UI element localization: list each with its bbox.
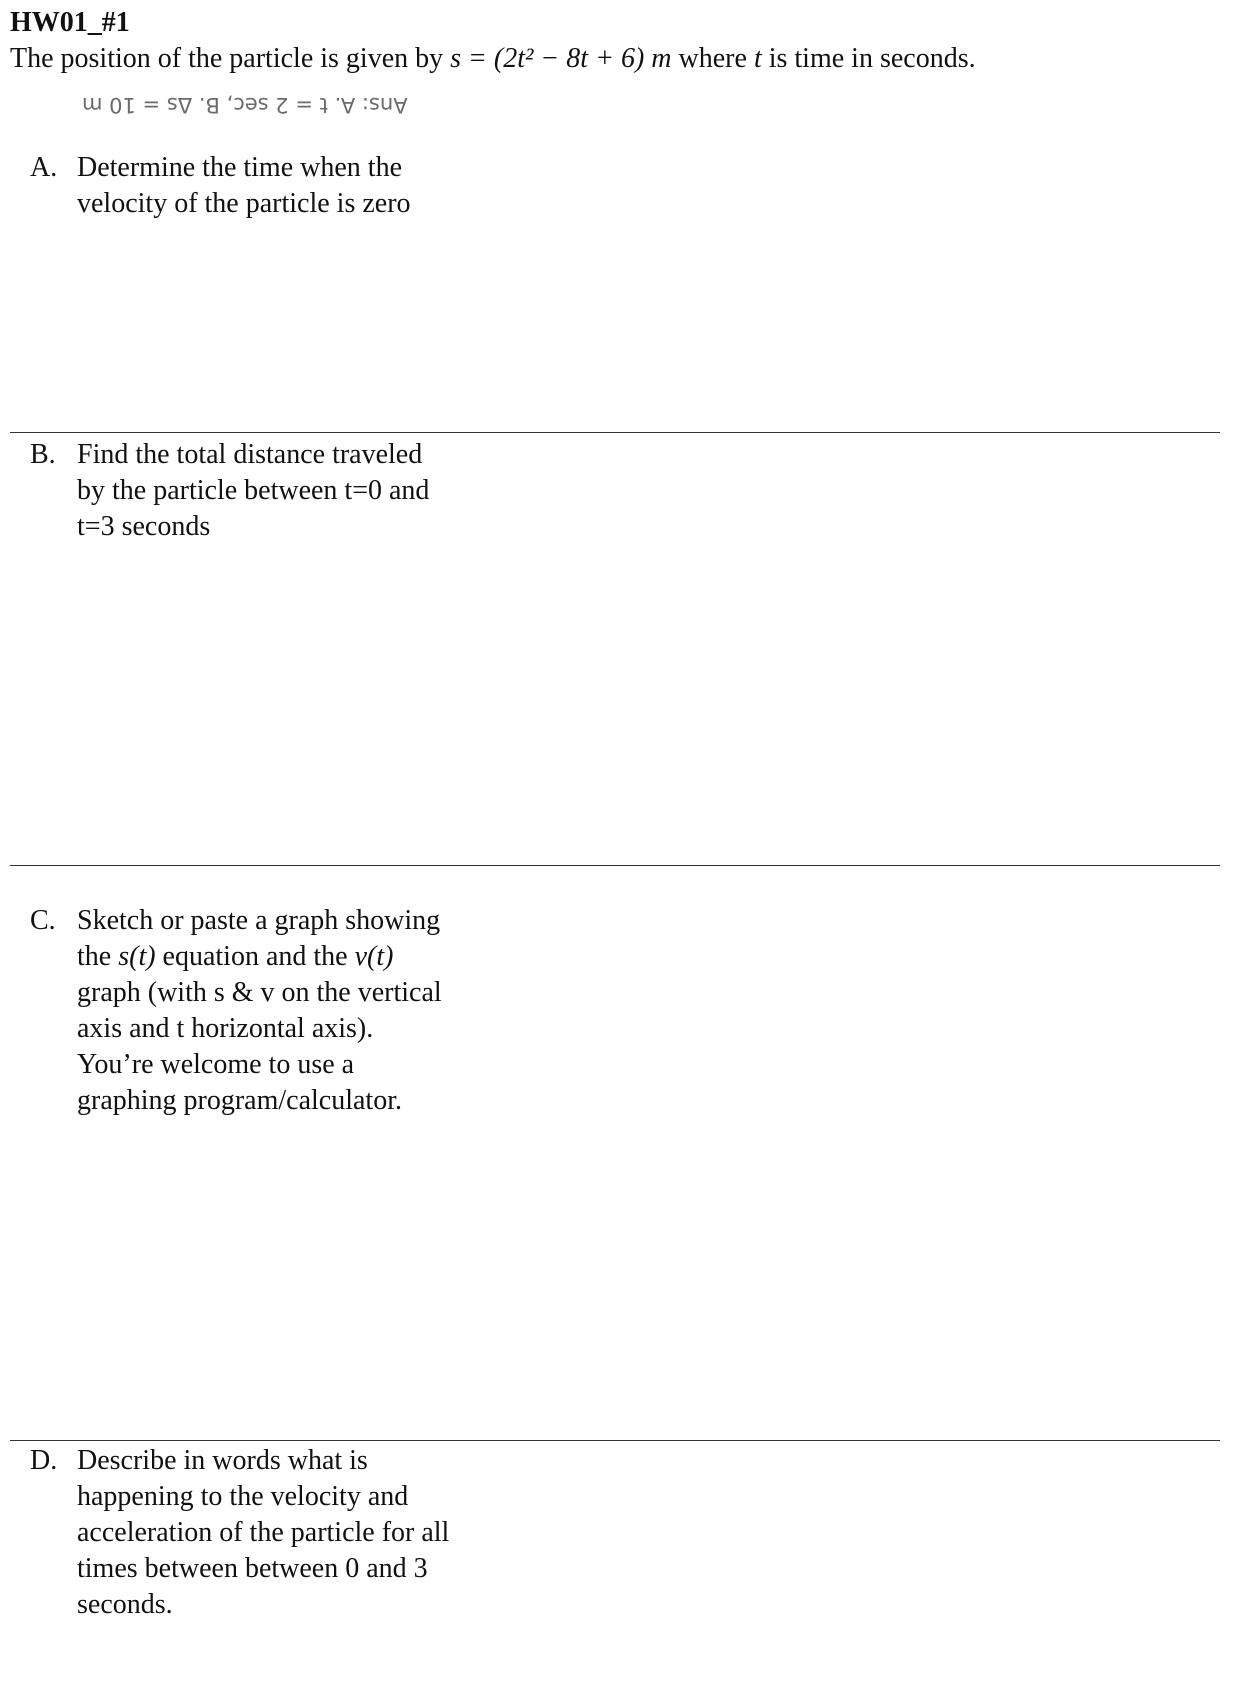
question-a-line-1: Determine the time when the	[77, 152, 402, 183]
question-b-text	[77, 437, 429, 545]
question-d-line-2: happening to the velocity and	[77, 1481, 409, 1512]
statement-middle: where	[671, 43, 754, 74]
time-variable: t	[753, 43, 762, 74]
position-equation: s = (2t² − 8t + 6) m	[450, 43, 672, 74]
statement-prefix: The position of the particle is given by	[10, 43, 451, 74]
question-c-line-4: axis and t horizontal axis).	[77, 1013, 374, 1044]
question-c-line-1: Sketch or paste a graph showing	[77, 905, 441, 936]
section-divider-1	[10, 432, 1220, 433]
question-c-text	[77, 903, 442, 1119]
question-c-line-2-prefix: the	[77, 941, 119, 972]
s-of-t-label: s(t)	[118, 941, 156, 972]
question-c-line-6: graphing program/calculator.	[77, 1085, 402, 1116]
question-b-line-1: Find the total distance traveled	[77, 439, 423, 470]
problem-statement	[10, 42, 976, 76]
question-a-text	[77, 150, 411, 222]
question-d-line-4: times between between 0 and 3	[77, 1553, 428, 1584]
document-title: HW01_#1	[10, 7, 130, 38]
upside-down-answer-key: Ans: A. t = 2 sec, B. Δs = 10 m	[82, 93, 408, 117]
question-d-line-1: Describe in words what is	[77, 1445, 368, 1476]
question-d-line-3: acceleration of the particle for all	[77, 1517, 450, 1548]
v-of-t-label: v(t)	[354, 941, 394, 972]
question-d-text	[77, 1443, 449, 1623]
question-a-letter: A.	[30, 152, 58, 183]
question-c-line-3: graph (with s & v on the vertical	[77, 977, 442, 1008]
question-c-line-2	[77, 939, 442, 975]
question-b-line-3: t=3 seconds	[77, 511, 211, 542]
statement-suffix: is time in seconds.	[761, 43, 976, 74]
section-divider-3	[10, 1440, 1220, 1441]
question-c-line-2-middle: equation and the	[155, 941, 355, 972]
question-b-line-2: by the particle between t=0 and	[77, 475, 430, 506]
section-divider-2	[10, 865, 1220, 866]
question-d-line-5: seconds.	[77, 1589, 173, 1620]
question-d-letter: D.	[30, 1445, 58, 1476]
question-c-line-5: You’re welcome to use a	[77, 1049, 355, 1080]
question-b-letter: B.	[30, 439, 56, 470]
question-c-letter: C.	[30, 905, 56, 936]
question-a-line-2: velocity of the particle is zero	[77, 188, 411, 219]
